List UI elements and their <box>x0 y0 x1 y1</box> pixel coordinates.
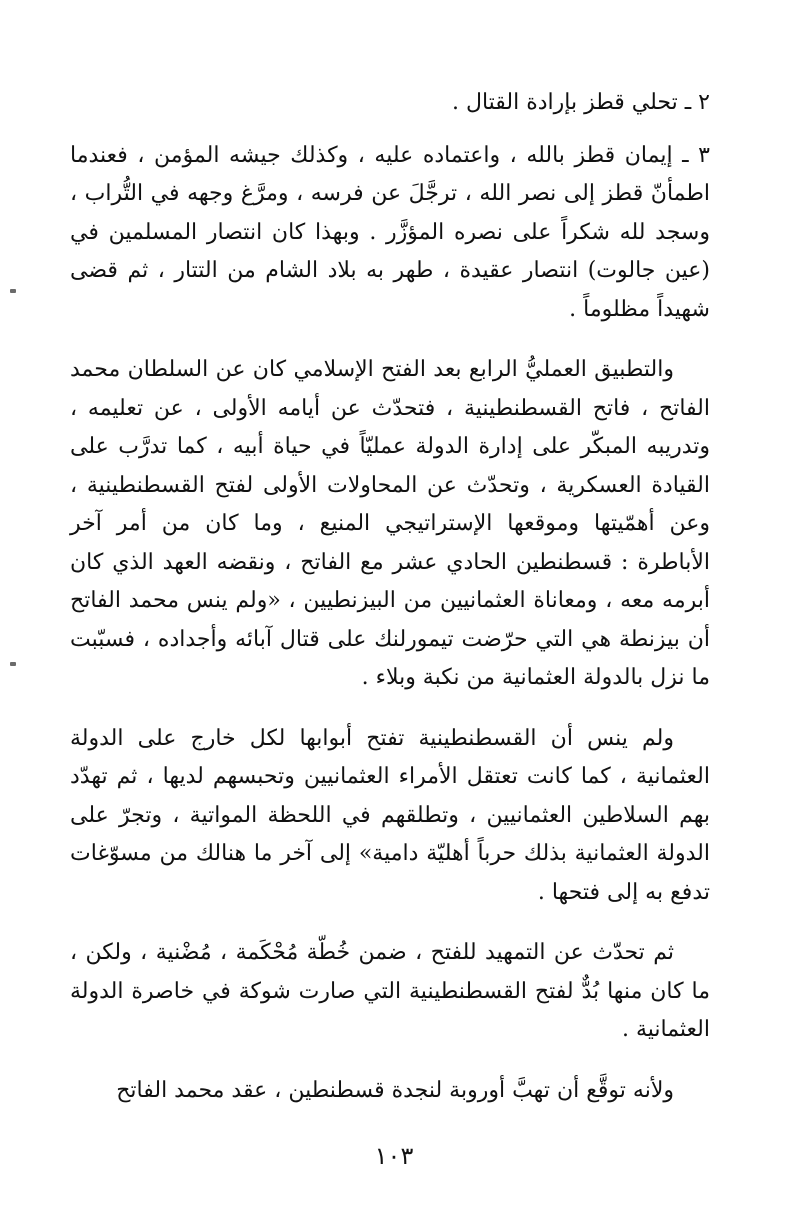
list-item-2: ٢ ـ تحلي قطز بإرادة القتال . <box>451 90 710 115</box>
paragraph-preparation: ثم تحدّث عن التمهيد للفتح ، ضمن خُطّة مُحْكَمة ، مُضْنية ، ولكن ، ما كان منها بُدٌّ لفتح القسطنطينية التي صارت شوكة في خاصرة الدولة العثمانية . <box>70 940 710 1042</box>
paragraph-constantinople: ولم ينس أن القسطنطينية تفتح أبوابها لكل خارج على الدولة العثمانية ، كما كانت تعتقل الأمراء العثمانيين وتحبسهم لديها ، ثم تهدّد بهم السلاطين العثمانيين ، وتطلقهم في اللحظة المواتية ، وتجرّ على الدولة العثمانية بذلك حرباً أهليّة دامية» إلى آخر ما هنالك من مسوّغات تدفع به إلى فتحها . <box>70 725 710 905</box>
paragraph-muhammad-al-fatih: والتطبيق العمليُّ الرابع بعد الفتح الإسلامي كان عن السلطان محمد الفاتح ، فاتح القسطنطينية ، فتحدّث عن أيامه الأولى ، عن تعليمه ، وتدريبه المبكّر على إدارة الدولة عمليّاً في حياة أبيه ، كما تدرَّب على القيادة العسكرية ، وتحدّث عن المحاولات الأولى لفتح القسطنطينية ، وعن أهمّيتها وموقعها الإستراتيجي المنيع ، وما كان من أمر آخر الأباطرة : قسطنطين الحادي عشر مع الفاتح ، ونقضه العهد الذي كان أبرمه معه ، ومعاناة العثمانيين من البيزنطيين ، «ولم ينس محمد الفاتح أن بيزنطة هي التي حرّضت تيمورلنك على قتال آبائه وأجداده ، فسبّبت ما نزل بالدولة العثمانية من نكبة وبلاء . <box>70 357 710 690</box>
paragraph-gap <box>70 912 710 934</box>
scan-mark <box>10 662 16 666</box>
paragraph-europe: ولأنه توقَّع أن تهبَّ أوروبة لنجدة قسطنطين ، عقد محمد الفاتح <box>116 1077 674 1103</box>
paragraph-gap <box>70 329 710 351</box>
paragraph-gap <box>70 1050 710 1072</box>
paragraph-gap <box>70 123 710 137</box>
page-number: ١٠٣ <box>374 1142 414 1170</box>
paragraph-gap <box>70 698 710 720</box>
list-item-3: ٣ ـ إيمان قطز بالله ، واعتماده عليه ، وكذلك جيشه المؤمن ، فعندما اطمأنّ قطز إلى نصر الله ، ترجَّلَ عن فرسه ، ومرَّغ وجهه في التُّراب ، وسجد لله شكراً على نصره المؤزَّر . وبهذا كان انتصار المسلمين في (عين جالوت) انتصار عقيدة ، طهر به بلاد الشام من التتار ، ثم قضى شهيداً مظلوماً . <box>70 142 710 322</box>
scan-mark <box>10 289 16 293</box>
page-body <box>70 84 710 1110</box>
